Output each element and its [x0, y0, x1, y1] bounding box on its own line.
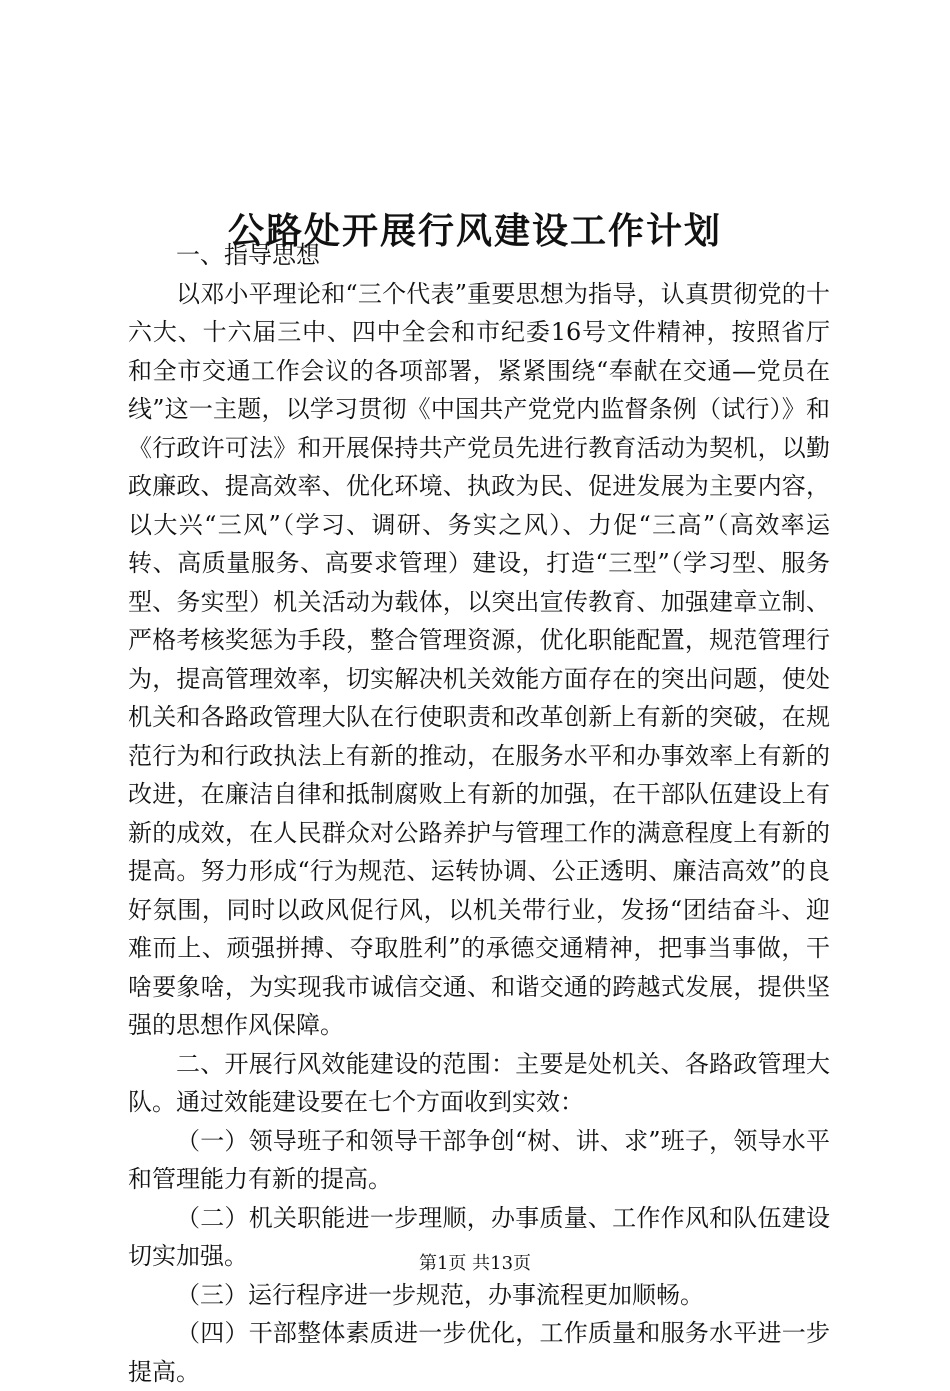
section-heading-guiding-ideology: 一、指导思想: [176, 241, 320, 269]
page-footer: [0, 1252, 950, 1276]
paragraph-guiding-ideology: 以邓小平理论和“三个代表”重要思想为指导，认真贯彻党的十六大、十六届三中、四中全会和市纪委16号文件精神，按照省厅和全市交通工作会议的各项部署，紧紧围绕“奉献在交通—党员在线”这一主题，以学习贯彻《中国共产党党内监督条例（试行）》和《行政许可法》和开展保持共产党员先进行教育活动为契机，以勤政廉政、提高效率、优化环境、执政为民、促进发展为主要内容，以大兴“三风”（学习、调研、务实之风）、力促“三高”（高效率运转、高质量服务、高要求管理）建设，打造“三型”（学习型、服务型、务实型）机关活动为载体，以突出宣传教育、加强建章立制、严格考核奖惩为手段，整合管理资源，优化职能配置，规范管理行为，提高管理效率，切实解决机关效能方面存在的突出问题，使处机关和各路政管理大队在行使职责和改革创新上有新的突破，在规范行为和行政执法上有新的推动，在服务水平和办事效率上有新的改进，在廉洁自律和抵制腐败上有新的加强，在干部队伍建设上有新的成效，在人民群众对公路养护与管理工作的满意程度上有新的提高。努力形成“行为规范、运转协调、公正透明、廉洁高效”的良好氛围，同时以政风促行风，以机关带行业，发扬“团结奋斗、迎难而上、顽强拼搏、夺取胜利”的承德交通精神，把事当事做，干啥要象啥，为实现我市诚信交通、和谐交通的跨越式发展，提供坚强的思想作风保障。: [128, 279, 830, 1039]
document-title: 公路处开展行风建设工作计划: [227, 211, 722, 253]
page-total: 共13页: [472, 1253, 532, 1274]
document-body: [128, 236, 830, 1391]
paragraph-scope: 二、开展行风效能建设的范围：主要是处机关、各路政管理大队。通过效能建设要在七个方面收到实效：: [128, 1049, 830, 1116]
page-number: 第1页: [418, 1253, 467, 1274]
list-item-1: （一）领导班子和领导干部争创“树、讲、求”班子，领导水平和管理能力有新的提高。: [128, 1126, 830, 1193]
list-item-2: （二）机关职能进一步理顺，办事质量、工作作风和队伍建设切实加强。: [128, 1203, 830, 1270]
list-item-3: （三）运行程序进一步规范，办事流程更加顺畅。: [176, 1280, 704, 1309]
list-item-4: （四）干部整体素质进一步优化，工作质量和服务水平进一步提高。: [128, 1319, 830, 1386]
